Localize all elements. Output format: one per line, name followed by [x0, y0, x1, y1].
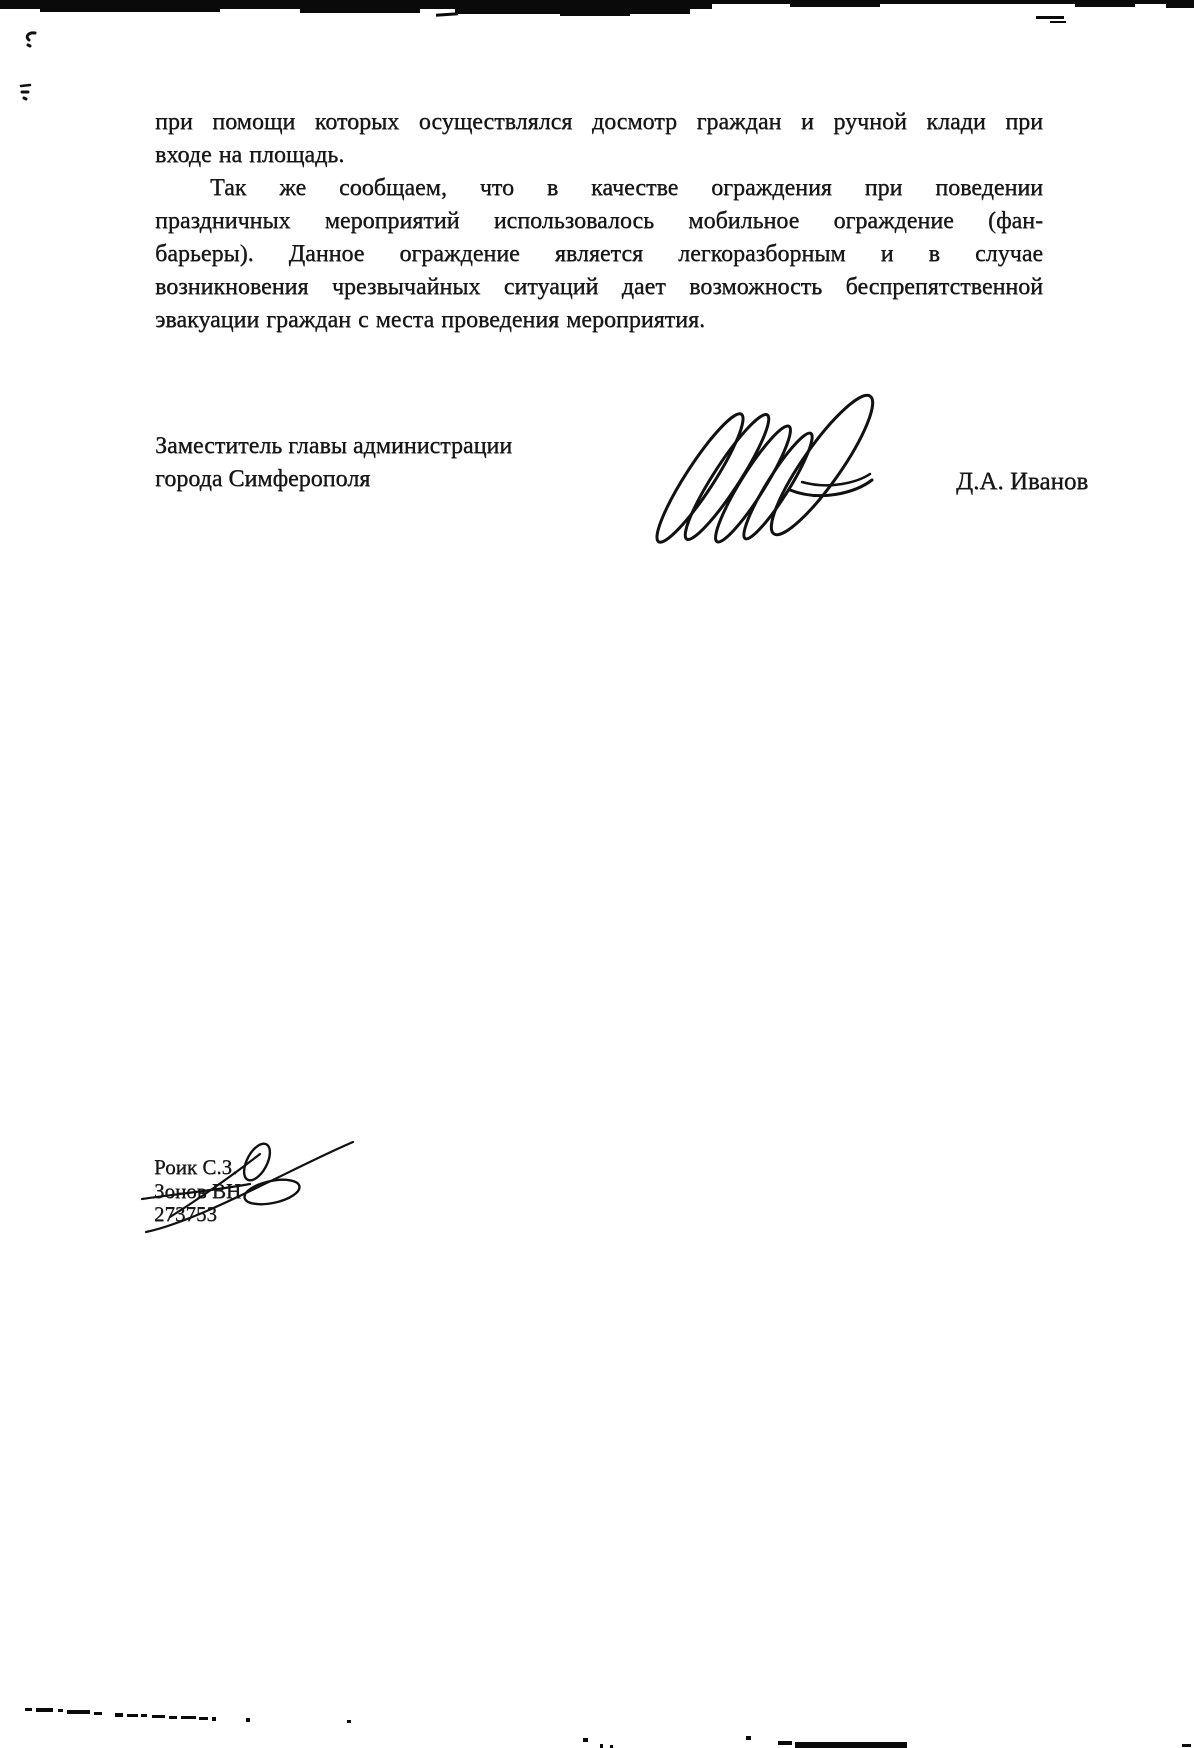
executor-phone: 273753	[154, 1202, 217, 1226]
body-line: входе на площадь.	[155, 142, 345, 168]
body-line: барьеры). Данное ограждение является легкоразборным и в случае	[155, 241, 1043, 267]
body-line: Так же сообщаем, что в качестве ограждения при поведении	[210, 175, 1043, 201]
signature-icon	[640, 390, 910, 550]
margin-speck-icon	[18, 82, 34, 106]
executor-name: Роик С.З.	[154, 1155, 238, 1179]
body-line: возникновения чрезвычайных ситуаций дает возможность беспрепятственной	[155, 274, 1043, 300]
executor-name: Зонов ВН	[154, 1178, 242, 1203]
signer-name: Д.А. Иванов	[956, 468, 1089, 495]
body-line: праздничных мероприятий использовалось мобильное ограждение (фан-	[155, 208, 1043, 234]
signer-title-line: Заместитель главы администрации	[155, 433, 513, 459]
initials-scribble-icon	[132, 1128, 376, 1246]
margin-speck-icon	[22, 30, 40, 52]
body-line: эвакуации граждан с места проведения мероприятия.	[155, 307, 706, 333]
letter-body	[155, 106, 1043, 337]
signer-title	[155, 430, 512, 496]
signer-title-line: города Симферополя	[155, 466, 371, 492]
body-line: при помощи которых осуществлялся досмотр граждан и ручной клади при	[155, 109, 1043, 135]
